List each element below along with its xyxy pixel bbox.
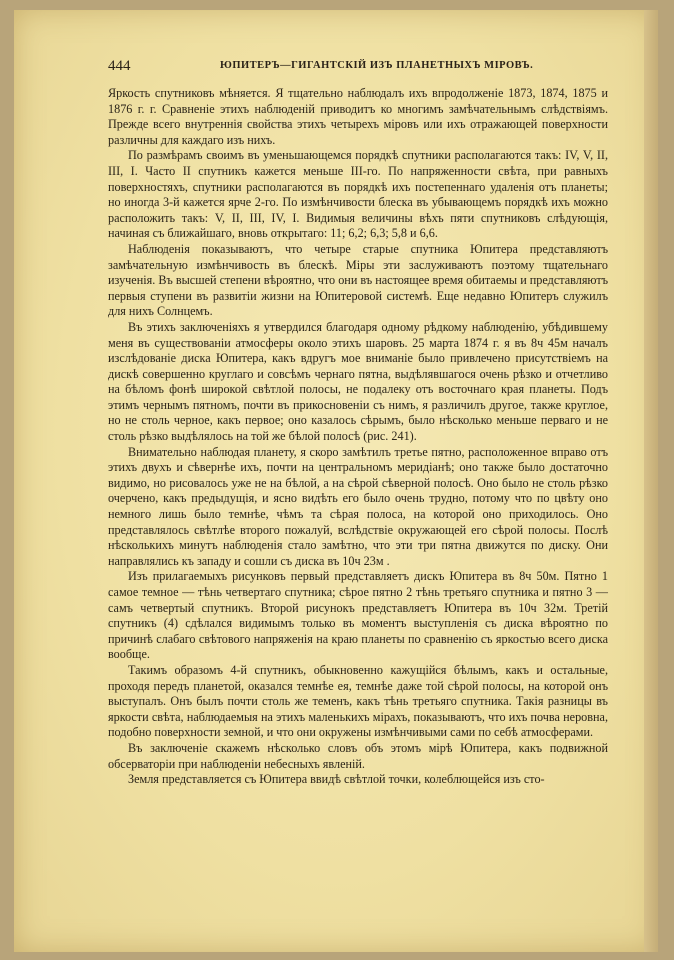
paragraph-4: Въ этихъ заключеніяхъ я утвердился благодаря одному рѣдкому наблюденію, убѣдившему меня въ существованіи атмосферы около этихъ шаровъ. 25 марта 1874 г. я въ 8ч 45м началъ изслѣдованіе диска Юпитера, какъ вдругъ мое вниманіе было привлечено присутствіемъ на дискѣ совершенно круглаго и совсѣмъ чернаго пятна, выдѣлявшагося очень рѣзко и отчетливо на бѣломъ фонѣ широкой свѣтлой полосы, не подалеку отъ восточнаго края планеты. Подъ этимъ чернымъ пятномъ, почти въ прикосновеніи съ нимъ, я различилъ другое, также круглое, но не столь черное, какъ первое; оно казалось сѣрымъ, было нѣсколько меньше перваго и не столь рѣзко выдѣлялось на той же бѣлой полосѣ (рис. 241). bbox=[108, 319, 608, 444]
paragraph-2: По размѣрамъ своимъ въ уменьшающемся порядкѣ спутники располагаются такъ: IV, V, II, III, I. Часто II спутникъ кажется меньше III-го. По напряженности свѣта, при равныхъ поверхностяхъ, спутники располагаются въ порядкѣ ихъ постепеннаго удаленія отъ планеты; но иногда 3-й кажется ярче 2-го. По измѣнчивости блеска въ убывающемъ порядкѣ ихъ можно расположить такъ: V, II, III, IV, I. Видимыя величины вѣхъ пяти спутниковъ слѣдующія, начиная съ ближайшаго, вновь открытаго: 11; 6,2; 6,3; 5,8 и 6,6. bbox=[108, 148, 608, 241]
book-page bbox=[14, 10, 658, 952]
paragraph-7: Такимъ образомъ 4-й спутникъ, обыкновенно кажущійся бѣлымъ, какъ и остальные, проходя передъ планетой, оказался темнѣе ея, темнѣе даже той сѣрой полосы, на которой онъ выступалъ. Онъ былъ почти столь же теменъ, какъ тѣнь третьяго спутника. Такія разницы въ яркости свѣта, наблюдаемыя на этихъ маленькихъ мірахъ, показываютъ, что ихъ почва неровна, подобно поверхности земной, и что они окружены измѣнчивыми сами по себѣ атмосферами. bbox=[108, 662, 608, 740]
page-number: 444 bbox=[108, 58, 131, 74]
paragraph-9: Земля представляется съ Юпитера ввидѣ свѣтлой точки, колеблющейся изъ сто- bbox=[128, 772, 545, 787]
running-title: ЮПИТЕРЪ—ГИГАНТСКІЙ ИЗЪ ПЛАНЕТНЫХЪ МІРОВЪ. bbox=[220, 60, 534, 71]
body-text bbox=[108, 86, 608, 788]
paragraph-8: Въ заключеніе скажемъ нѣсколько словъ объ этомъ мірѣ Юпитера, какъ подвижной обсерваторіи при наблюденіи небесныхъ явленій. bbox=[108, 740, 608, 771]
paragraph-3: Наблюденія показываютъ, что четыре старые спутника Юпитера представляютъ замѣчательную измѣнчивость въ блескѣ. Міры эти заслуживаютъ поэтому тщательнаго изученія. Въ высшей степени вѣроятно, что они въ настоящее время обитаемы и представляютъ первыя ступени въ развитіи жизни на Юпитеровой системѣ. Еще недавно Юпитеръ служилъ для нихъ Солнцемъ. bbox=[108, 241, 608, 319]
paragraph-6: Изъ прилагаемыхъ рисунковъ первый представляетъ дискъ Юпитера въ 8ч 50м. Пятно 1 самое темное — тѣнь четвертаго спутника; сѣрое пятно 2 тѣнь третьяго спутника и пятно 3 — самъ четвертый спутникъ. Второй рисунокъ представляетъ Юпитера въ 10ч 32м. Третій спутникъ (4) сдѣлался видимымъ только въ моментъ выступленія съ диска вѣроятно по причинѣ слабаго свѣтового напряженія на краю планеты по сравненію съ яркостью всего диска вообще. bbox=[108, 569, 608, 662]
page-edge bbox=[644, 10, 658, 952]
page-header bbox=[108, 58, 608, 78]
paragraph-1: Яркость спутниковъ мѣняется. Я тщательно наблюдалъ ихъ впродолженіе 1873, 1874, 1875 и 1876 г. г. Сравненіе этихъ наблюденій приводитъ ко многимъ замѣчательнымъ слѣдствіямъ. Прежде всего внутреннія свойства этихъ четырехъ міровъ или ихъ отражающей поверхности различны для каждаго изъ нихъ. bbox=[108, 86, 608, 147]
paragraph-5: Внимательно наблюдая планету, я скоро замѣтилъ третье пятно, расположенное вправо отъ этихъ двухъ и сѣвернѣе ихъ, почти на центральномъ меридіанѣ; оно также было достаточно видимо, но рисовалось уже не на бѣлой, а на сѣрой сѣверной полосѣ. Оно было не столь рѣзко очерчено, какъ предыдущія, и ясно видѣть его было очень трудно, потому что по цвѣту оно немного лишь было темнѣе, чѣмъ та сѣрая полоса, на которой оно приходилось. Оно представлялось свѣтлѣе второго пожалуй, вслѣдствіе окружающей его сѣрой полосы. Послѣ нѣсколькихъ минутъ наблюденія стало замѣтно, что эти три пятна движутся по диску. Они направлялись къ западу и сошли съ диска въ 10ч 23м . bbox=[108, 444, 608, 568]
